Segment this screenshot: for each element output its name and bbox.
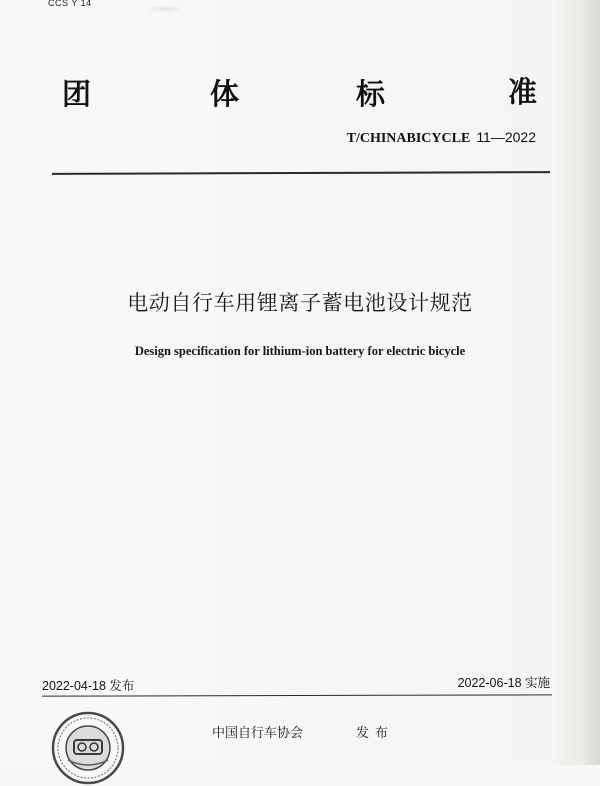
standard-type-char-4: 准	[508, 75, 538, 109]
english-title: Design specification for lithium-ion battery for electric bicycle	[134, 344, 466, 358]
implementation-date: 2022-06-18 实施	[457, 676, 550, 690]
issue-date: 2022-04-18 发布	[42, 679, 135, 693]
standard-type-heading	[62, 72, 542, 112]
bottom-divider	[42, 694, 552, 697]
top-divider	[52, 171, 550, 174]
paper-smudge	[150, 6, 180, 12]
standard-number-value: 11—2022	[476, 129, 536, 145]
association-seal-icon	[50, 710, 126, 786]
ccs-code: CCS Y 14	[48, 0, 92, 8]
standard-type-char-2: 体	[210, 77, 240, 111]
chinese-title: 电动自行车用锂离子蓄电池设计规范	[127, 291, 473, 315]
publisher-name: 中国自行车协会	[212, 726, 304, 741]
standard-type-char-1: 团	[62, 77, 92, 111]
publisher-action: 发布	[356, 726, 395, 741]
standard-type-char-3: 标	[356, 77, 386, 111]
standard-prefix: T/CHINABICYCLE	[346, 131, 471, 146]
standard-number	[347, 129, 536, 147]
